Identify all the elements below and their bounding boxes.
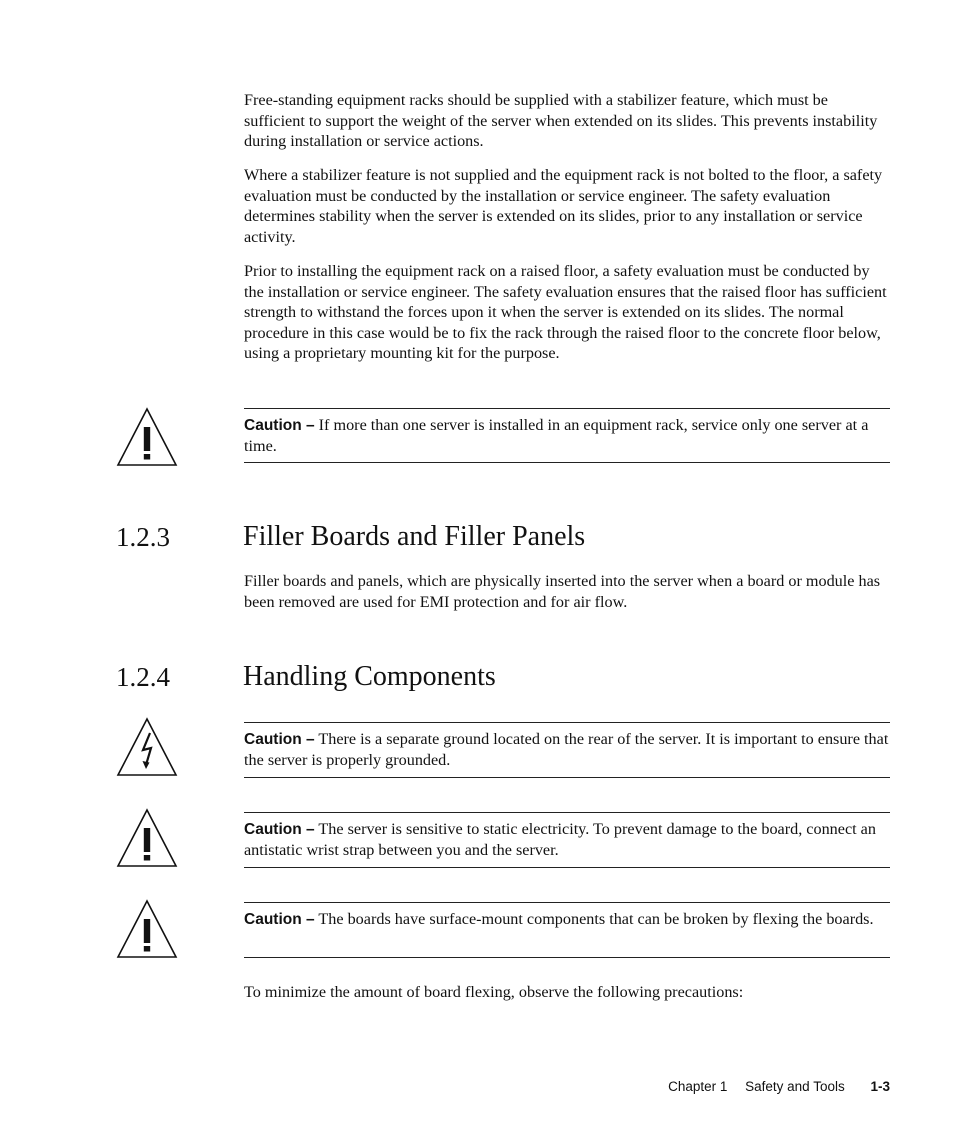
electrical-hazard-icon xyxy=(116,717,178,777)
exclamation-warning-icon xyxy=(116,899,178,959)
footer-chapter: Chapter 1 xyxy=(668,1079,728,1094)
section-heading: Filler Boards and Filler Panels xyxy=(243,521,586,552)
paragraph-minimize-flexing: To minimize the amount of board flexing, observe the following precautions: xyxy=(244,983,744,1001)
caution-notice xyxy=(244,812,890,868)
section-number: 1.2.4 xyxy=(116,662,170,692)
section-heading: Handling Components xyxy=(243,661,496,692)
paragraph-safety-evaluation: Where a stabilizer feature is not supplied and the equipment rack is not bolted to the floor, a safety evaluation must be conducted by the installation or service engineer. The safety evaluation determines stability when the server is extended on its slides, prior to any installation or service activity. xyxy=(244,166,883,246)
caution-text: If more than one server is installed in an equipment rack, service only one server at a time. xyxy=(244,416,869,455)
section-number: 1.2.3 xyxy=(116,522,170,552)
page-number: 1-3 xyxy=(870,1079,890,1094)
caution-label: Caution – xyxy=(244,417,315,434)
caution-label: Caution – xyxy=(244,911,315,928)
footer-section-title: Safety and Tools xyxy=(745,1079,845,1094)
exclamation-warning-icon xyxy=(116,808,178,868)
caution-notice xyxy=(244,408,890,463)
paragraph-raised-floor: Prior to installing the equipment rack on a raised floor, a safety evaluation must be conducted by the installation or service engineer. The safety evaluation ensures that the raised floor has sufficient strength to withstand the forces upon it when the server is extended on its slides. The normal procedure in this case would be to fix the rack through the raised floor to the concrete floor below, using a proprietary mounting kit for the purpose. xyxy=(244,262,887,363)
caution-notice xyxy=(244,722,890,778)
paragraph-stabilizer: Free-standing equipment racks should be supplied with a stabilizer feature, which must be sufficient to support the weight of the server when extended on its slides. This prevents instability during installation or service actions. xyxy=(244,91,878,151)
caution-text: The server is sensitive to static electricity. To prevent damage to the board, connect an antistatic wrist strap between you and the server. xyxy=(244,820,876,859)
caution-notice xyxy=(244,902,890,958)
exclamation-warning-icon xyxy=(116,407,178,467)
caution-label: Caution – xyxy=(244,821,315,838)
caution-text: There is a separate ground located on the rear of the server. It is important to ensure that the server is properly grounded. xyxy=(244,730,889,769)
page-footer xyxy=(668,1078,890,1096)
caution-label: Caution – xyxy=(244,731,315,748)
caution-text: The boards have surface-mount components that can be broken by flexing the boards. xyxy=(314,910,874,928)
paragraph-filler-boards: Filler boards and panels, which are physically inserted into the server when a board or module has been removed are used for EMI protection and for air flow. xyxy=(244,572,881,611)
